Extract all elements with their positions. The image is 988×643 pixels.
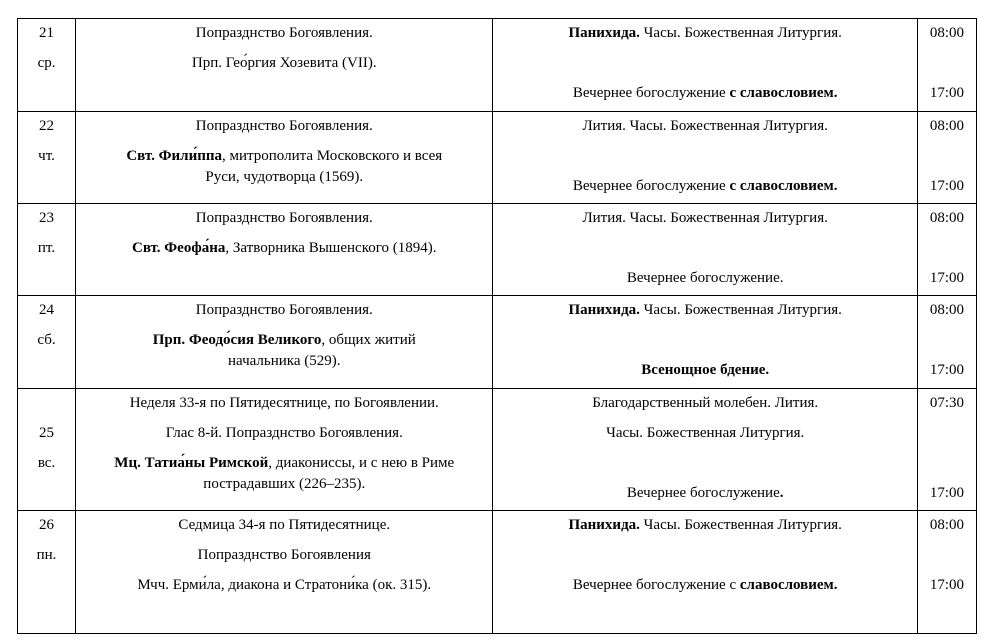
services-line	[493, 23, 916, 43]
feast-bold-text: Прп. Феодо́сия Великого	[152, 332, 322, 348]
weekday-label: сб.	[37, 332, 56, 348]
service-time: 08:00	[929, 302, 965, 318]
feast-cell	[76, 204, 493, 296]
feast-cell	[76, 389, 493, 511]
weekday-label: ср.	[37, 55, 56, 71]
feast-text: Прп. Гео́ргия Хозевита (VII).	[191, 55, 377, 71]
service-time: 17:00	[929, 85, 965, 101]
table-row	[18, 19, 977, 112]
date-cell	[18, 511, 76, 634]
feast-line	[76, 474, 492, 494]
feast-line	[76, 146, 492, 166]
date-cell	[18, 19, 76, 112]
service-time: 07:30	[929, 395, 965, 411]
services-text: Вечернее богослужение.	[626, 270, 784, 286]
feast-line	[76, 545, 492, 565]
day-number: 24	[39, 302, 55, 318]
table-row	[18, 511, 977, 634]
feast-text: , Затворника Вышенского (1894).	[225, 240, 437, 256]
feast-line	[76, 393, 492, 413]
schedule-table	[17, 18, 977, 634]
day-number: 25	[39, 425, 55, 441]
date-cell	[18, 389, 76, 511]
services-text: Лития. Часы. Божественная Литургия.	[582, 118, 828, 134]
services-bold-text: с славословием.	[729, 85, 838, 101]
service-time: 17:00	[929, 178, 965, 194]
weekday-label: чт.	[38, 148, 55, 164]
feast-line	[76, 300, 492, 320]
feast-bold-text: Свт. Феофа́на	[132, 240, 226, 256]
feast-text: Седмица 34-я по Пятидесятнице.	[178, 517, 391, 533]
services-line	[493, 268, 916, 288]
feast-text: , диакониссы, и с нею в Риме	[268, 455, 455, 471]
feast-line	[76, 330, 492, 350]
feast-line	[76, 23, 492, 43]
weekday-label: пт.	[37, 240, 56, 256]
services-cell	[493, 19, 917, 112]
service-time: 08:00	[929, 517, 965, 533]
feast-line	[76, 453, 492, 473]
services-bold-text: Панихида.	[568, 25, 640, 41]
feast-text: Глас 8-й. Попразднство Богоявления.	[165, 425, 403, 441]
feast-cell	[76, 511, 493, 634]
feast-text: Попразднство Богоявления	[197, 547, 371, 563]
feast-line	[76, 53, 492, 73]
feast-line	[76, 167, 492, 187]
services-line	[493, 393, 916, 413]
services-bold-text: Всенощное бдение.	[641, 362, 770, 378]
time-cell	[917, 19, 976, 112]
services-line	[493, 360, 916, 380]
services-line	[493, 116, 916, 136]
feast-text: Попразднство Богоявления.	[195, 118, 373, 134]
feast-bold-text: Мц. Татиа́ны Римской	[114, 455, 269, 471]
table-row	[18, 112, 977, 204]
feast-text: Мчч. Ерми́ла, диакона и Стратони́ка (ок. 315).	[137, 577, 432, 593]
time-cell	[917, 296, 976, 389]
services-cell	[493, 112, 917, 204]
services-bold-text: славословием.	[739, 577, 838, 593]
feast-text: Попразднство Богоявления.	[195, 25, 373, 41]
schedule-body	[18, 19, 977, 634]
feast-line	[76, 238, 492, 258]
service-time: 08:00	[929, 118, 965, 134]
feast-cell	[76, 112, 493, 204]
services-text: Часы. Божественная Литургия.	[606, 425, 805, 441]
services-text: Вечернее богослужение с	[572, 577, 740, 593]
time-cell	[917, 204, 976, 296]
services-text: Благодарственный молебен. Лития.	[592, 395, 819, 411]
feast-line	[76, 116, 492, 136]
table-row	[18, 389, 977, 511]
services-line	[493, 575, 916, 595]
day-number: 22	[39, 118, 55, 134]
feast-line	[76, 515, 492, 535]
weekday-label: пн.	[36, 547, 57, 563]
feast-cell	[76, 296, 493, 389]
weekday-label: вс.	[37, 455, 56, 471]
feast-line	[76, 575, 492, 595]
time-cell	[917, 389, 976, 511]
services-bold-text: с славословием.	[729, 178, 838, 194]
feast-text: пострадавших (226–235).	[203, 476, 366, 492]
feast-line	[76, 423, 492, 443]
services-text: Лития. Часы. Божественная Литургия.	[582, 210, 828, 226]
services-cell	[493, 389, 917, 511]
feast-bold-text: Свт. Фили́ппа	[126, 148, 223, 164]
feast-text: Неделя 33-я по Пятидесятнице, по Богоявлении.	[129, 395, 439, 411]
service-time: 17:00	[929, 577, 965, 593]
services-line	[493, 176, 916, 196]
services-line	[493, 300, 916, 320]
feast-text: , митрополита Московского и всея	[222, 148, 443, 164]
date-cell	[18, 204, 76, 296]
services-line	[493, 208, 916, 228]
feast-text: , общих житий	[321, 332, 416, 348]
services-text: Вечернее богослужение	[572, 178, 730, 194]
feast-line	[76, 208, 492, 228]
date-cell	[18, 112, 76, 204]
feast-cell	[76, 19, 493, 112]
table-row	[18, 296, 977, 389]
service-time: 17:00	[929, 270, 965, 286]
day-number: 23	[39, 210, 55, 226]
service-time: 17:00	[929, 485, 965, 501]
services-text: Вечернее богослужение	[626, 485, 780, 501]
services-line	[493, 483, 916, 503]
services-cell	[493, 511, 917, 634]
services-line	[493, 423, 916, 443]
feast-line	[76, 351, 492, 371]
services-bold-text: .	[779, 485, 784, 501]
feast-text: начальника (529).	[228, 353, 341, 369]
services-cell	[493, 296, 917, 389]
date-cell	[18, 296, 76, 389]
services-text: Часы. Божественная Литургия.	[639, 302, 842, 318]
service-time: 17:00	[929, 362, 965, 378]
day-number: 26	[39, 517, 55, 533]
services-line	[493, 515, 916, 535]
services-bold-text: Панихида.	[568, 302, 640, 318]
feast-text: Попразднство Богоявления.	[195, 210, 373, 226]
services-cell	[493, 204, 917, 296]
services-bold-text: Панихида.	[568, 517, 640, 533]
time-cell	[917, 112, 976, 204]
services-text: Часы. Божественная Литургия.	[639, 517, 842, 533]
service-time: 08:00	[929, 25, 965, 41]
services-line	[493, 83, 916, 103]
day-number: 21	[39, 25, 55, 41]
service-time: 08:00	[929, 210, 965, 226]
feast-text: Попразднство Богоявления.	[195, 302, 373, 318]
table-row	[18, 204, 977, 296]
time-cell	[917, 511, 976, 634]
services-text: Часы. Божественная Литургия.	[639, 25, 842, 41]
services-text: Вечернее богослужение	[572, 85, 730, 101]
feast-text: Руси, чудотворца (1569).	[205, 169, 364, 185]
